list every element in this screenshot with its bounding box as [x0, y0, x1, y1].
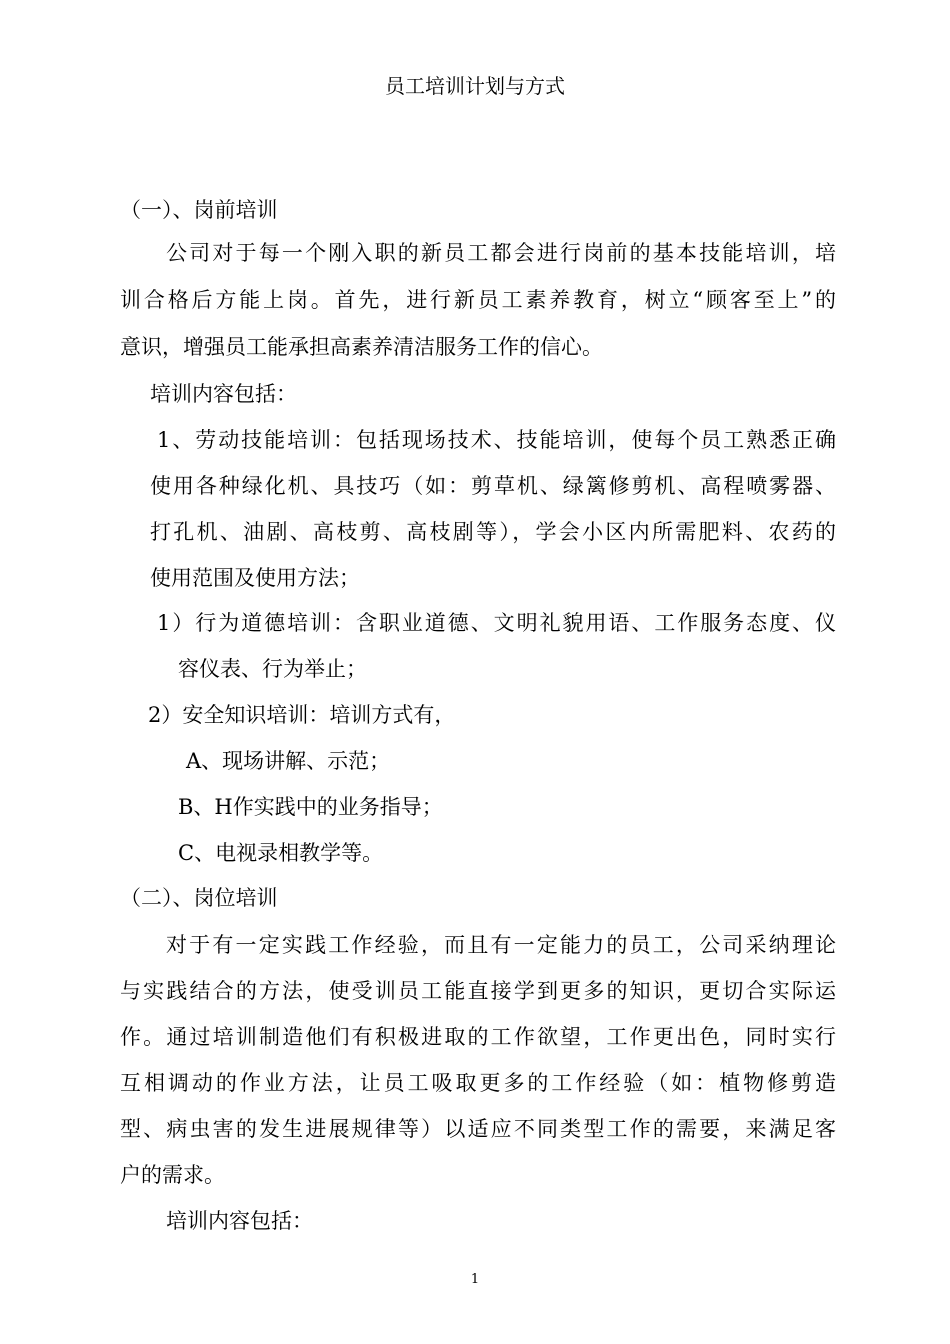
paragraph-line: 户的需求。 — [120, 1163, 225, 1187]
list-item-line: 1、劳动技能培训：包括现场技术、技能培训，使每个员工熟悉正确 — [157, 428, 836, 452]
paragraph-line: 训合格后方能上岗。首先，进行新员工素养教育，树立“顾客至上”的 — [120, 288, 836, 312]
paragraph-line: 互相调动的作业方法，让员工吸取更多的工作经验（如：植物修剪造 — [120, 1071, 836, 1095]
paragraph-line: 对于有一定实践工作经验，而且有一定能力的员工，公司采纳理论 — [166, 933, 836, 957]
method-item: C、电视录相教学等。 — [178, 841, 384, 865]
content-label: 培训内容包括： — [166, 1209, 313, 1233]
list-item-line: 使用各种绿化机、具技巧（如：剪草机、绿篱修剪机、高程喷雾器、 — [150, 474, 836, 498]
content-label: 培训内容包括： — [150, 382, 297, 406]
sub-item-line: 容仪表、行为举止； — [178, 657, 367, 681]
paragraph-line: 与实践结合的方法，使受训员工能直接学到更多的知识，更切合实际运 — [120, 979, 836, 1003]
method-item: B、H作实践中的业务指导； — [178, 795, 443, 819]
method-item: A、现场讲解、示范； — [186, 749, 391, 773]
page-number: 1 — [470, 1272, 480, 1287]
section-heading-on-job: （二）、岗位培训 — [120, 886, 278, 910]
paragraph-line: 作。通过培训制造他们有积极进取的工作欲望，工作更出色，同时实行 — [120, 1025, 836, 1049]
section-heading-pre-job: （一）、岗前培训 — [120, 198, 278, 222]
sub-item-line: 1）行为道德培训：含职业道德、文明礼貌用语、工作服务态度、仪 — [157, 611, 836, 635]
sub-item-line: 2）安全知识培训：培训方式有， — [148, 703, 456, 727]
document-title: 员工培训计划与方式 — [385, 74, 565, 98]
paragraph-line: 型、病虫害的发生进展规律等）以适应不同类型工作的需要，来满足客 — [120, 1117, 836, 1141]
list-item-line: 打孔机、油剧、高枝剪、高枝剧等），学会小区内所需肥料、农药的 — [150, 520, 836, 544]
paragraph-line: 意识，增强员工能承担高素养清洁服务工作的信心。 — [120, 335, 603, 359]
paragraph-line: 公司对于每一个刚入职的新员工都会进行岗前的基本技能培训，培 — [166, 241, 836, 265]
list-item-line: 使用范围及使用方法； — [150, 566, 360, 590]
